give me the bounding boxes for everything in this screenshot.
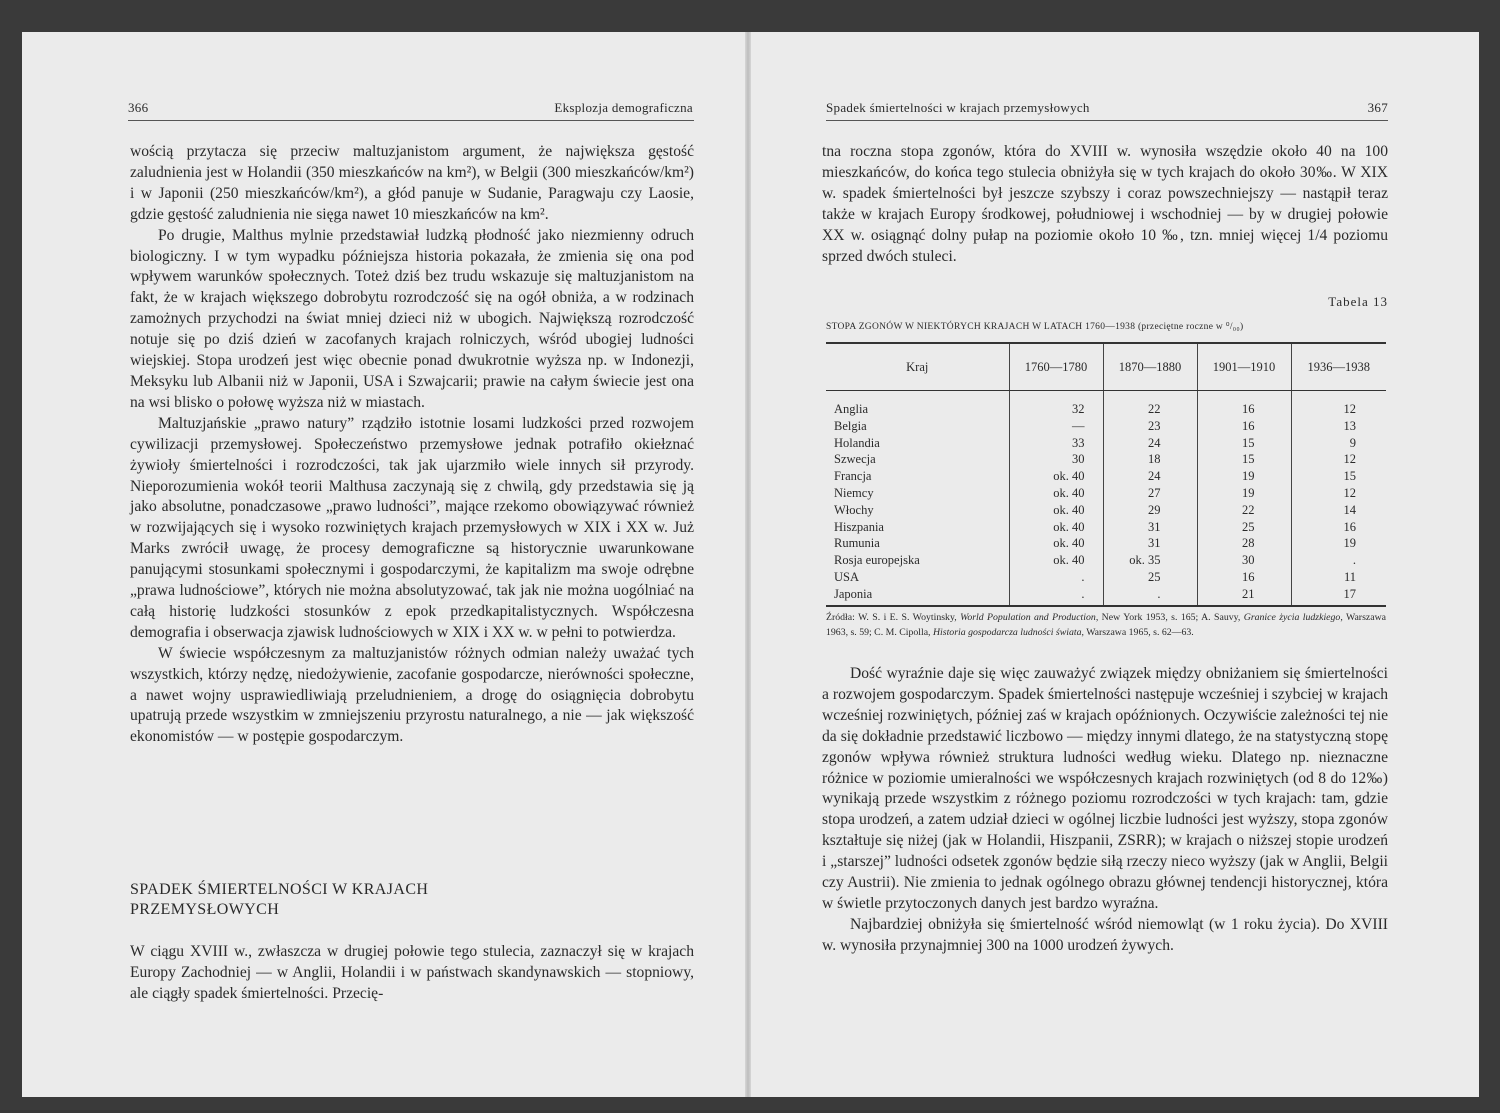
table-cell-value: 25 [1103,569,1197,586]
table-cell-value: . [1291,552,1386,569]
table-cell-country: Hiszpania [834,519,884,534]
table-header-period-1: 1760—1780 [1009,343,1103,391]
left-body-text [130,142,694,748]
table-cell-value: 31 [1103,519,1197,536]
table-cell-value: 30 [1009,451,1103,468]
table-cell-value: ok. 40 [1009,485,1103,502]
section-heading-line-2: PRZEMYSŁOWYCH [130,901,280,918]
table-number: Tabela 13 [1328,294,1388,309]
table-header-country: Kraj [826,343,1009,391]
table-cell-value: . [1103,586,1197,606]
table-cell-country: Francja [834,469,872,484]
table-cell-value: 15 [1291,468,1386,485]
table-cell-value: 16 [1291,519,1386,536]
table-cell-country: Belgia [834,418,867,433]
table-cell-value: 22 [1197,502,1291,519]
table-cell-value: 12 [1291,401,1386,418]
table-row [826,401,1386,418]
section-heading-line-1: SPADEK ŚMIERTELNOŚCI W KRAJACH [130,881,429,898]
table-row [826,535,1386,552]
table-cell-value: 11 [1291,569,1386,586]
sources-title-1: World Population and Production [960,612,1096,623]
right-running-head: Spadek śmiertelności w krajach przemysłowych [826,100,1090,115]
right-paragraph-1: Dość wyraźnie daje się więc zauważyć związek między obniżaniem się śmiertelności a rozwojem gospodarczym. Spadek śmiertelności następuje wcześniej i szybciej w krajach wcześniej rozwiniętych, później zaś w krajach opóźnionych. Oczywiście zależności tej nie da się dokładnie przedstawić liczbowo — między innymi dlatego, że na statystyczną stopę zgonów wpływa również struktura ludności według wieku. Dlatego np. nieznaczne różnice w poziomie umieralności we współczesnych krajach rozwiniętych (od 8 do 12‰) wynikają przede wszystkim z różnego poziomu rozrodczości w tych krajach: tam, gdzie stopa urodzeń, a zatem udział dzieci w ogólnej liczbie ludności jest wyższy, stopa zgonów kształtuje się niżej (jak w Holandii, Hiszpanii, ZSRR); w krajach o niższej stopie urodzeń i „starszej” ludności odsetek zgonów będzie siłą rzeczy nieco wyższy (jak w Anglii, Belgii czy Austrii). Nie zmienia to jednak ogólnego obrazu głównej tendencji historycznej, która w świetle przytoczonych danych jest bardzo wyraźna. [822,665,1388,912]
left-paragraph-4: W świecie współczesnym za maltuzjanistów różnych odmian należy uważać tych wszystkich, którzy nędzę, niedożywienie, zacofanie gospodarcze, nierówności społeczne, a nawet wojny usprawiedliwiają przeludnieniem, a drogę do osiągnięcia dobrobytu upatrują przede wszystkim w zmniejszeniu przyrostu naturalnego, a nie — jak większość ekonomistów — w postępie gospodarczym. [130,644,694,746]
table-row [826,519,1386,536]
table-cell-value: 16 [1197,569,1291,586]
sources-title-3: Historia gospodarcza ludności świata [932,627,1082,638]
table-cell-country: Rosja europejska [834,553,920,568]
right-page-number: 367 [1367,100,1388,115]
sources-rest-1: , New York 1953, s. 165; A. Sauvy, [1095,612,1241,623]
table-sources [826,610,1386,640]
left-paragraph-2: Po drugie, Malthus mylnie przedstawiał ludzką płodność jako niezmienny odruch biologiczny. I w tym wypadku późniejsza historia pokazała, że zmienia się ona pod wpływem warunków społecznych. Toteż dziś bez trudu wskazuje się maltuzjanistom na fakt, że w krajach większego dobrobytu rozrodczość się na ogół obniża, a w rodzinach zamożnych przychodzi na świat mniej dzieci niż w ubogich. Największą rozrodczość notuje się po dziś dzień w zacofanych krajach rolniczych, wśród ubogiej ludności wiejskiej. Stopa urodzeń jest więc obecnie ponad dwukrotnie wyższa np. w Indonezji, Meksyku lub Albanii niż w Japonii, USA i Szwajcarii; prawie na całym świecie jest ona na wsi blisko o połowę wyższa niż w miastach. [130,226,694,411]
table-cell-value: 33 [1009,435,1103,452]
table-header-period-4: 1936—1938 [1291,343,1386,391]
table-cell-value: 18 [1103,451,1197,468]
table-row [826,468,1386,485]
left-header-rule [128,120,694,121]
table-header-row [826,343,1386,391]
table-cell-country: Włochy [834,502,874,517]
sources-label: Źródła: [826,612,855,623]
table-cell-value: ok. 40 [1009,552,1103,569]
table-cell-value: 19 [1291,535,1386,552]
table-cell-value: 13 [1291,418,1386,435]
right-header-rule [826,120,1388,121]
table-cell-value: 27 [1103,485,1197,502]
table-cell-value: 25 [1197,519,1291,536]
right-body-text [822,664,1388,957]
table-cell-country: Japonia [826,586,1009,606]
table-cell-value: 15 [1197,451,1291,468]
table-row [826,451,1386,468]
table-cell-country: Rumunia [834,536,880,551]
table-row [826,569,1386,586]
table-cell-value: . [1009,569,1103,586]
table-row [826,552,1386,569]
table-row [826,502,1386,519]
table-cell-value: ok. 40 [1009,468,1103,485]
left-paragraph-1: wością przytacza się przeciw maltuzjanistom argument, że największa gęstość zaludnienia jest w Holandii (350 mieszkańców na km²), w Belgii (300 mieszkańców/km²) i w Japonii (250 mieszkańców/km²), a głód panuje w Sudanie, Paragwaju czy Laosie, gdzie gęstość zaludnienia nie sięga nawet 10 mieszkańców na km². [130,143,694,223]
table-cell-country: Anglia [834,402,869,416]
table-cell-value: 22 [1103,401,1197,418]
sources-rest-2: , Warszawa 1963, s. 59; C. M. Cipolla, [826,612,1387,638]
table-cell-value: ok. 40 [1009,502,1103,519]
table-row [826,485,1386,502]
right-intro-paragraph: tna roczna stopa zgonów, która do XVIII w. wynosiła wszędzie około 40 na 100 mieszkańców, do końca tego stulecia obniżyła się w tych krajach do około 30‰. W XIX w. spadek śmiertelności był jeszcze szybszy i coraz powszechniejszy — nastąpił teraz także w krajach Europy środkowej, południowej i wschodniej — by w drugiej połowie XX w. osiągnąć dolny pułap na poziomie około 10 ‰, tzn. mniej więcej 1/4 poziomu sprzed dwóch stuleci. [822,143,1388,265]
table-cell-value: 30 [1197,552,1291,569]
table-cell-country: Szwecja [834,452,876,467]
table-row [826,418,1386,435]
left-page-number: 366 [128,100,149,115]
table-cell-value: 16 [1197,401,1291,418]
right-intro-text [822,142,1388,267]
table-cell-value: 23 [1103,418,1197,435]
table-cell-value: 12 [1291,451,1386,468]
left-section-text [130,942,694,1005]
table-cell-value: 32 [1009,401,1103,418]
table-cell-value: 29 [1103,502,1197,519]
table-caption: STOPA ZGONÓW W NIEKTÓRYCH KRAJACH W LATACH 1760—1938 (przeciętne roczne w ⁰/₀₀) [826,322,1244,332]
table-row [826,435,1386,452]
death-rate-table [826,342,1386,607]
table-cell-value: 19 [1197,468,1291,485]
sources-rest-3: , Warszawa 1965, s. 62—63. [1081,627,1194,638]
table-cell-value: 16 [1197,418,1291,435]
table-cell-value: ok. 40 [1009,535,1103,552]
table-cell-value: 24 [1103,468,1197,485]
table-cell-value: 15 [1197,435,1291,452]
table-header-period-3: 1901—1910 [1197,343,1291,391]
table-cell-value: 31 [1103,535,1197,552]
section-paragraph: W ciągu XVIII w., zwłaszcza w drugiej połowie tego stulecia, zaznaczył się w krajach Europy Zachodniej — w Anglii, Holandii i w państwach skandynawskich — stopniowy, ale ciągły spadek śmiertelności. Przecię- [130,943,694,1002]
right-paragraph-2: Najbardziej obniżyła się śmiertelność wśród niemowląt (w 1 roku życia). Do XVIII w. wynosiła przynajmniej 300 na 1000 urodzeń żywych. [822,915,1388,954]
sources-author-1: W. S. i E. S. Woytinsky, [858,612,957,623]
section-heading [130,880,690,920]
table-cell-country: USA [834,569,860,584]
table-cell-value: 14 [1291,502,1386,519]
table-cell-value: ok. 35 [1103,552,1197,569]
table-cell-value: 28 [1197,535,1291,552]
table-cell-country: Niemcy [834,485,874,500]
table-cell-value: 19 [1197,485,1291,502]
table-cell-value: — [1009,418,1103,435]
sources-title-2: Granice życia ludzkiego [1243,612,1341,623]
table-cell-value: . [1009,586,1103,606]
table-cell-value: 17 [1291,586,1386,606]
table-spacer-row [826,391,1386,402]
table-cell-value: ok. 40 [1009,519,1103,536]
table-cell-country: Holandia [834,435,880,450]
table-row [826,586,1386,606]
book-spine [745,32,751,1097]
table-cell-value: 24 [1103,435,1197,452]
table-cell-value: 21 [1197,586,1291,606]
table-cell-value: 12 [1291,485,1386,502]
left-running-head: Eksplozja demograficzna [554,100,693,115]
table-cell-value: 9 [1291,435,1386,452]
left-paragraph-3: Maltuzjańskie „prawo natury” rządziło istotnie losami ludzkości przed rozwojem cywilizacji przemysłowej. Społeczeństwo przemysłowe jednak potrafiło okiełznać żywioły śmiertelności i rozrodczości, tak jak ujarzmiło wiele innych sił przyrody. Nieporozumienia wokół teorii Malthusa zaczynają się z chwilą, gdy przedstawia się ją jako absolutne, ponadczasowe „prawo ludności”, mające rzekomo obowiązywać również w rozwijających się i wysoko rozwiniętych krajach przemysłowych w XIX i XX w. Już Marks zwrócił uwagę, że procesy demograficzne są historycznie uwarunkowane panującymi stosunkami społecznymi i gospodarczymi, że kapitalizm ma swoje odrębne „prawa ludnościowe”, których nie można absolutyzować, tak jak nie można uogólniać na całą historię ludzkości stosunków z epok przedkapitalistycznych. Współczesna demografia i obserwacja zjawisk ludnościowych w XIX i XX w. w pełni to potwierdza. [130,414,694,641]
table-header-period-2: 1870—1880 [1103,343,1197,391]
